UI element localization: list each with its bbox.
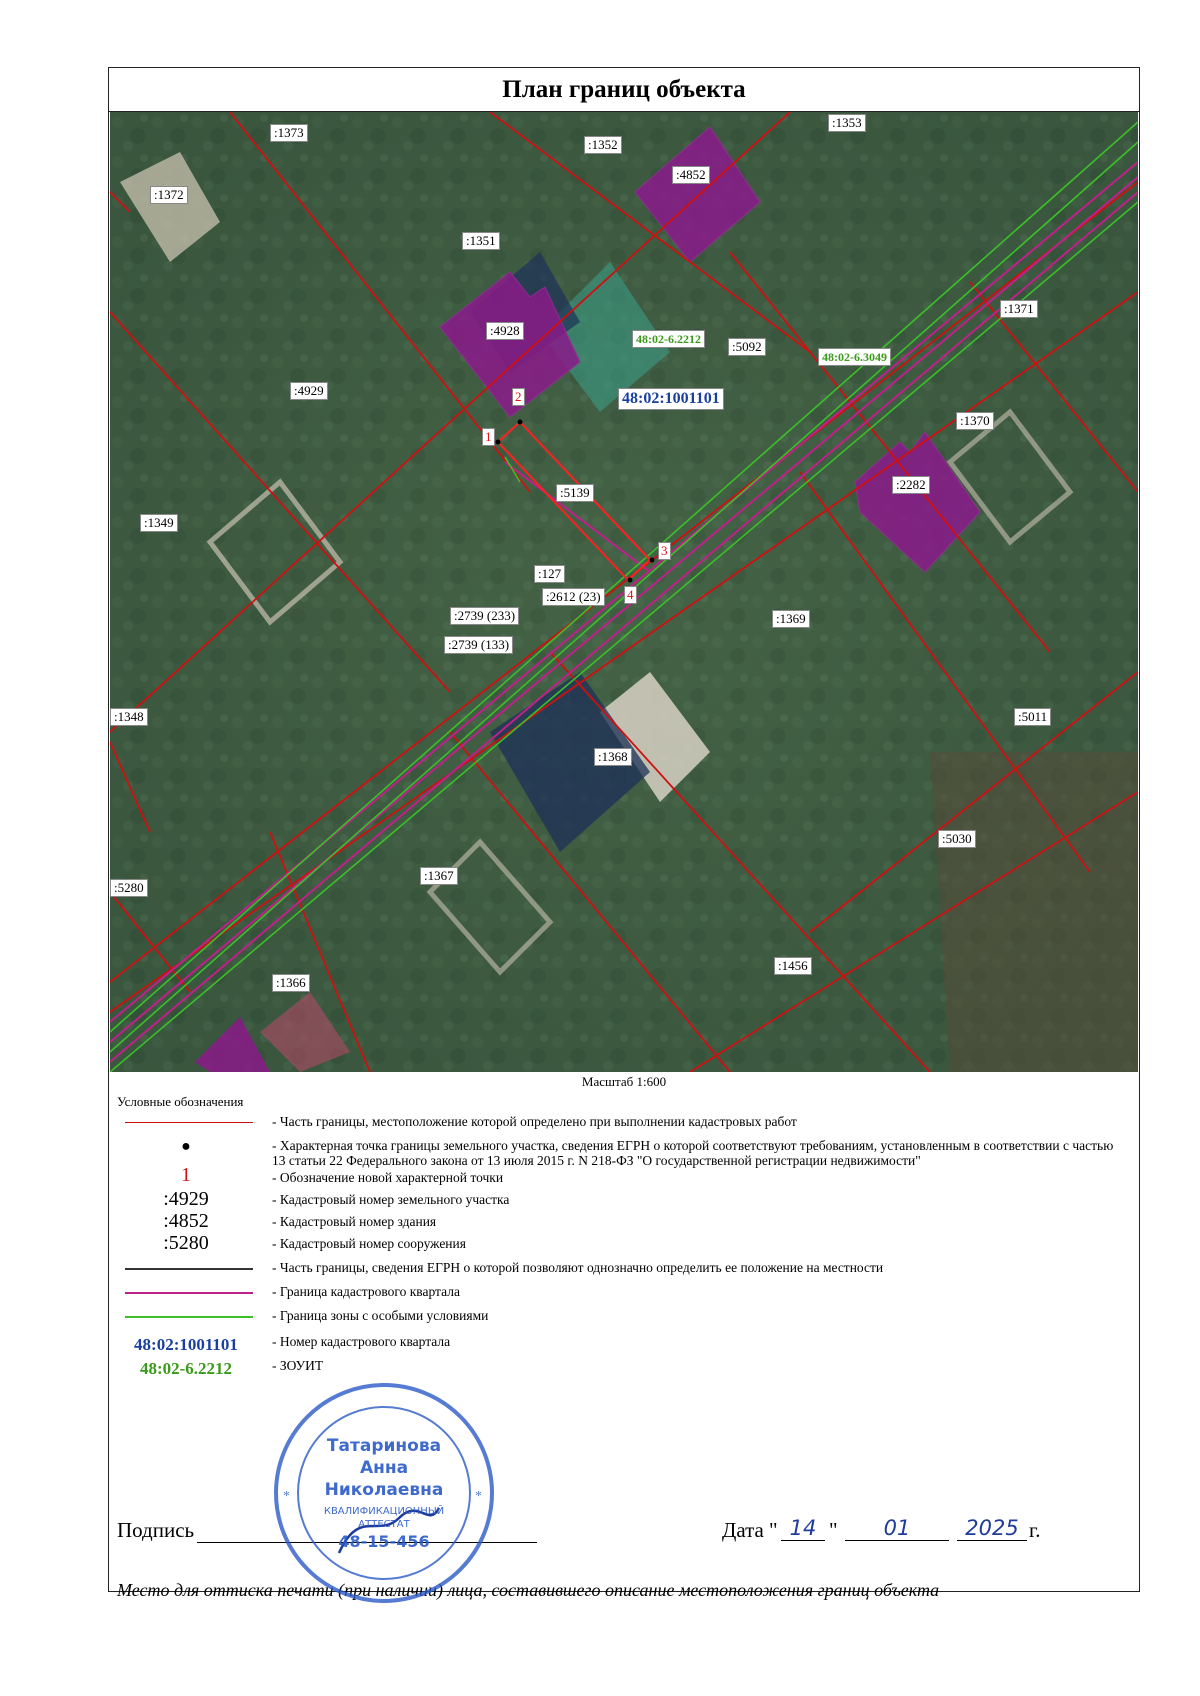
legend-text: - Граница кадастрового квартала	[272, 1284, 460, 1299]
quarter-label: 48:02:1001101	[618, 388, 724, 410]
stamp-cert-2: АТТЕСТАТ	[358, 1519, 410, 1530]
legend-text: - Кадастровый номер земельного участка	[272, 1192, 510, 1207]
parcel-label: :4852	[672, 166, 710, 184]
signature-label: Подпись	[117, 1518, 195, 1542]
legend-text: - Номер кадастрового квартала	[272, 1334, 451, 1349]
parcel-label: :2612 (23)	[542, 588, 605, 606]
stamp-name-1: Татаринова	[326, 1436, 442, 1456]
parcel-label: :5030	[938, 830, 976, 848]
point-label: 2	[512, 388, 525, 406]
date-label: Дата	[722, 1518, 764, 1542]
legend-symbol: ●	[181, 1138, 191, 1155]
point-label: 4	[624, 586, 637, 604]
legend-symbol: :5280	[163, 1232, 209, 1254]
legend-text: - ЗОУИТ	[272, 1358, 324, 1373]
stamp-cert-number: 48-15-456	[338, 1532, 430, 1551]
parcel-label: :1353	[828, 114, 866, 132]
parcel-label: :1371	[1000, 300, 1038, 318]
parcel-label: :1366	[272, 974, 310, 992]
stamp-place-note: Место для оттиска печати (при наличии) лица, составившего описание местоположения границ объекта	[117, 1580, 940, 1600]
parcel-label: :1369	[772, 610, 810, 628]
legend-text: - Кадастровый номер сооружения	[272, 1236, 466, 1251]
point-3-marker	[650, 558, 655, 563]
date-suffix: г.	[1029, 1518, 1041, 1542]
parcel-label: :2739 (233)	[450, 607, 519, 625]
parcel-label: :1349	[140, 514, 178, 532]
point-4-marker	[628, 578, 633, 583]
legend-line-sample	[125, 1268, 253, 1270]
parcel-label: :4928	[486, 322, 524, 340]
zone-label: 48:02-6.3049	[818, 348, 891, 366]
svg-text:*: *	[283, 1489, 290, 1504]
engineer-stamp	[269, 1378, 499, 1608]
parcel-label: :1367	[420, 867, 458, 885]
legend-symbol: 48:02:1001101	[134, 1335, 238, 1354]
stamp-cert-1: КВАЛИФИКАЦИОННЫЙ	[323, 1506, 445, 1517]
parcel-label: :2739 (133)	[444, 636, 513, 654]
parcel-label: :1368	[594, 748, 632, 766]
legend-text: - Обозначение новой характерной точки	[272, 1170, 504, 1185]
signature-row: Подпись Дата " 14 " 01 2025 г.	[117, 1516, 1041, 1542]
legend-text: - Часть границы, сведения ЕГРН о которой позволяют однозначно определить ее положение на местности	[272, 1260, 884, 1275]
stamp-name-3: Николаевна	[324, 1480, 444, 1500]
parcel-label: :5139	[556, 484, 594, 502]
parcel-label: :1352	[584, 136, 622, 154]
parcel-label: :1373	[270, 124, 308, 142]
page-title: План границ объекта	[109, 68, 1139, 112]
stamp-name-2: Анна	[359, 1458, 409, 1478]
point-label: 3	[658, 542, 671, 560]
legend-text: - Характерная точка границы земельного участка, сведения ЕГРН о которой соответствуют требованиям, установленным в соответствии с частью 13 статьи 22 Федерального закона от 13 июля 2015 г. N 218-ФЗ "О государственной регистрации недвижимости"	[272, 1138, 1114, 1168]
parcel-label: :4929	[290, 382, 328, 400]
legend-text: - Граница зоны с особыми условиями	[272, 1308, 489, 1323]
svg-text:*: *	[475, 1489, 482, 1504]
parcel-label: :1456	[774, 957, 812, 975]
parcel-label: :5011	[1014, 708, 1051, 726]
date-year[interactable]: 2025	[957, 1516, 1027, 1541]
plan-sheet	[108, 67, 1140, 1600]
parcel-label: :1348	[110, 708, 148, 726]
parcel-label: :5280	[110, 879, 148, 897]
legend-line-sample	[125, 1122, 253, 1123]
parcel-label: :1370	[956, 412, 994, 430]
parcel-label: :127	[534, 565, 565, 583]
legend-title: Условные обозначения	[117, 1094, 244, 1109]
point-1-marker	[496, 440, 501, 445]
map-view[interactable]	[110, 112, 1138, 1072]
parcel-label: :1351	[462, 232, 500, 250]
legend-symbol: 48:02-6.2212	[139, 1359, 233, 1378]
date-day[interactable]: 14	[781, 1516, 825, 1541]
legend-line-sample	[125, 1316, 253, 1318]
zone-label: 48:02-6.2212	[632, 330, 705, 348]
scale-label: Масштаб 1:600	[581, 1074, 667, 1089]
legend-symbol: :4852	[163, 1210, 209, 1232]
legend-line-sample	[125, 1292, 253, 1294]
parcel-label: :1372	[150, 186, 188, 204]
point-label: 1	[482, 428, 495, 446]
legend-text: - Кадастровый номер здания	[272, 1214, 437, 1229]
parcel-label: :2282	[892, 476, 930, 494]
parcel-label: :5092	[728, 338, 766, 356]
point-2-marker	[518, 420, 523, 425]
legend-symbol: :4929	[163, 1188, 209, 1210]
date-month[interactable]: 01	[845, 1516, 949, 1541]
legend-text: - Часть границы, местоположение которой определено при выполнении кадастровых работ	[272, 1114, 797, 1129]
legend-symbol: 1	[181, 1164, 191, 1186]
